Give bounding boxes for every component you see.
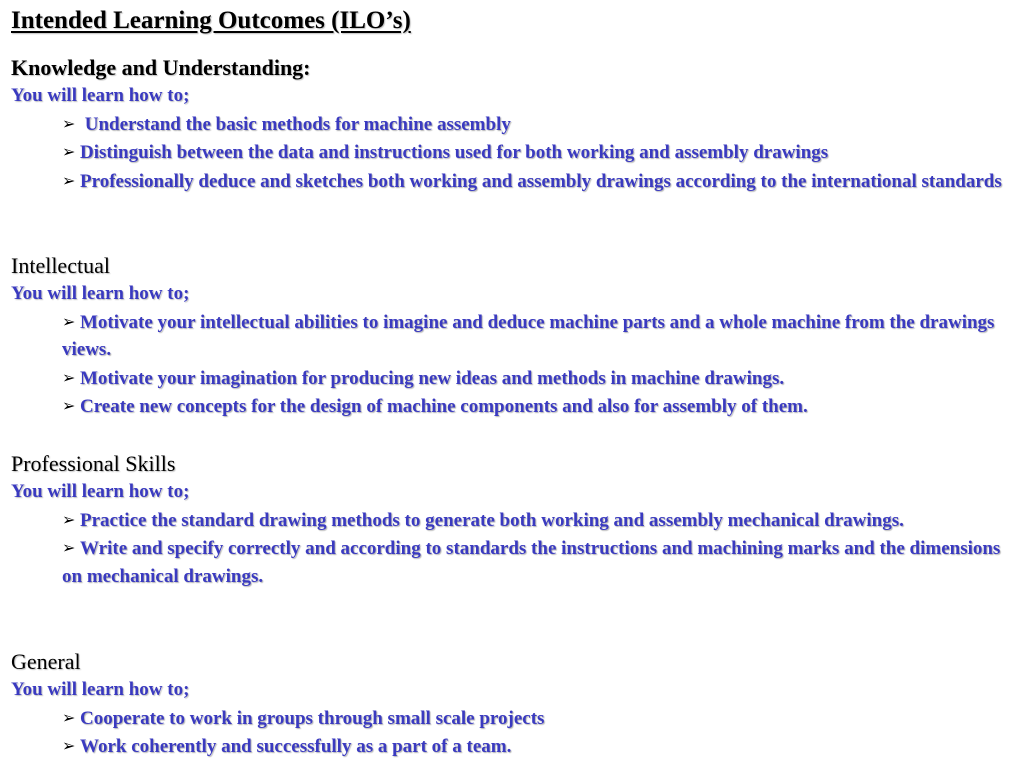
arrow-bullet-icon: ➢ <box>62 509 76 529</box>
bullet-text: Practice the standard drawing methods to generate both working and assembly mechanical drawings. <box>80 509 904 531</box>
bullet-text: Professionally deduce and sketches both working and assembly drawings according to the international standards <box>80 170 1002 192</box>
arrow-bullet-icon: ➢ <box>62 736 76 755</box>
list-item <box>62 732 1012 761</box>
section-heading: Knowledge and Understanding: <box>11 55 311 80</box>
bullet-text: Work coherently and successfully as a part of a team. <box>80 736 512 757</box>
arrow-bullet-icon: ➢ <box>62 707 76 727</box>
section-heading: Professional Skills <box>11 451 176 476</box>
section-professional-skills <box>0 450 1024 590</box>
arrow-bullet-icon: ➢ <box>62 113 76 133</box>
section-intro: You will learn how to; <box>11 283 190 304</box>
arrow-bullet-icon: ➢ <box>62 396 76 415</box>
bullet-list <box>0 110 1024 196</box>
section-heading: General <box>11 649 81 674</box>
bullet-text: Motivate your intellectual abilities to imagine and deduce machine parts and a whole machine from the drawings views. <box>62 311 995 360</box>
list-item <box>62 110 1012 139</box>
list-item <box>62 506 1012 535</box>
bullet-list <box>0 308 1024 421</box>
section-intro: You will learn how to; <box>11 679 190 700</box>
list-item <box>62 138 1012 167</box>
bullet-text: Cooperate to work in groups through small scale projects <box>80 707 545 729</box>
section-intro: You will learn how to; <box>11 481 190 502</box>
arrow-bullet-icon: ➢ <box>62 170 76 190</box>
bullet-text: Motivate your imagination for producing new ideas and methods in machine drawings. <box>80 367 785 389</box>
bullet-text: Understand the basic methods for machine assembly <box>80 113 511 135</box>
list-item <box>62 167 1012 196</box>
arrow-bullet-icon: ➢ <box>62 142 76 161</box>
list-item <box>62 308 1012 364</box>
bullet-text: Write and specify correctly and according to standards the instructions and machining marks and the dimensions on mechanical drawings. <box>62 538 1001 587</box>
section-intellectual <box>0 252 1024 421</box>
arrow-bullet-icon: ➢ <box>62 311 76 331</box>
bullet-text: Distinguish between the data and instructions used for both working and assembly drawings <box>80 142 829 163</box>
section-intro: You will learn how to; <box>11 85 190 106</box>
bullet-list <box>0 506 1024 591</box>
list-item <box>62 534 1012 590</box>
bullet-text: Create new concepts for the design of machine components and also for assembly of them. <box>80 396 808 417</box>
section-heading: Intellectual <box>11 253 110 278</box>
section-general <box>0 648 1024 761</box>
bullet-list <box>0 704 1024 761</box>
list-item <box>62 364 1012 393</box>
list-item <box>62 392 1012 421</box>
slide-title: Intended Learning Outcomes (ILO’s) <box>11 7 411 34</box>
list-item <box>62 704 1012 733</box>
section-knowledge <box>0 54 1024 195</box>
arrow-bullet-icon: ➢ <box>62 367 76 387</box>
arrow-bullet-icon: ➢ <box>62 538 76 557</box>
